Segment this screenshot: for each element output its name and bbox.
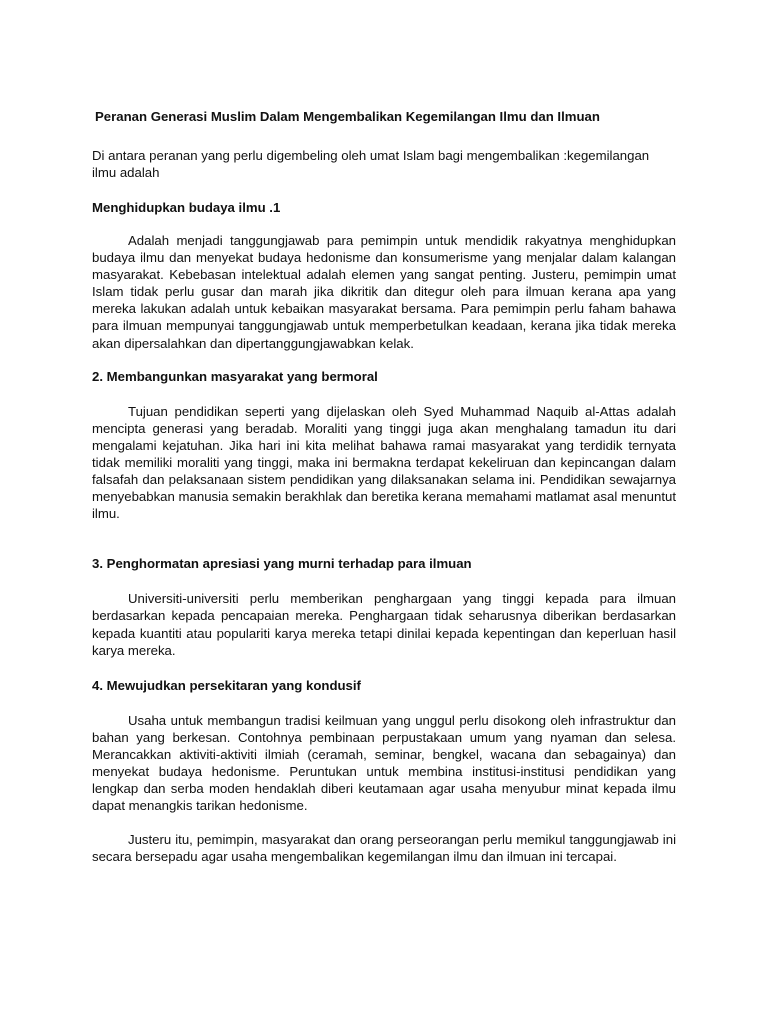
closing-paragraph: Justeru itu, pemimpin, masyarakat dan orang perseorangan perlu memikul tanggungjawab ini secara bersepadu agar usaha mengembalikan kegemilangan ilmu dan ilmuan ini tercapai. [92, 832, 676, 865]
document-title: Peranan Generasi Muslim Dalam Mengembalikan Kegemilangan Ilmu dan Ilmuan [95, 109, 600, 124]
section-4-paragraph: Usaha untuk membangun tradisi keilmuan yang unggul perlu disokong oleh infrastruktur dan bahan yang berkesan. Contohnya pembinaan perpustakaan umum yang nyaman dan selesa. Merancakkan aktiviti-aktiviti ilmiah (ceramah, seminar, bengkel, wacana dan sebagainya) dan menyekat budaya hedonisme. Peruntukan untuk membina institusi-institusi pendidikan yang lengkap dan serba moden hendaklah diberi keutamaan agar usaha menyubur minat kepada ilmu dapat menangkis tarikan hedonisme. [92, 712, 676, 814]
section-2-paragraph: Tujuan pendidikan seperti yang dijelaskan oleh Syed Muhammad Naquib al-Attas adalah mencipta generasi yang beradab. Moraliti yang tinggi juga akan menghalang tamadun itu dari mengalami kejatuhan. Jika hari ini kita melihat bahawa ramai masyarakat yang terdidik ternyata tidak memiliki moraliti yang tinggi, maka ini bermakna terdapat kekeliruan dan kepincangan dalam falsafah dan pelaksanaan sistem pendidikan yang dilaksanakan selama ini. Pendidikan sewajarnya menyebabkan manusia semakin berakhlak dan beretika kerana memahami matlamat asal menuntut ilmu. [92, 403, 676, 522]
section-3-heading: 3. Penghormatan apresiasi yang murni terhadap para ilmuan [92, 556, 472, 572]
section-1-paragraph: Adalah menjadi tanggungjawab para pemimpin untuk mendidik rakyatnya menghidupkan budaya ilmu dan menyekat budaya hedonisme dan konsumerisme yang menjalar dalam kalangan masyarakat. Kebebasan intelektual adalah elemen yang sangat penting. Justeru, pemimpin umat Islam tidak perlu gusar dan marah jika dikritik dan ditegur oleh para ilmuan kerana apa yang mereka lakukan adalah untuk kebaikan masyarakat bersama. Para pemimpin perlu faham bahawa para ilmuan mempunyai tanggungjawab untuk memperbetulkan keadaan, kerana jika tidak mereka akan dipersalahkan dan dipertanggungjawabkan kelak. [92, 233, 676, 351]
section-3-paragraph: Universiti-universiti perlu memberikan penghargaan yang tinggi kepada para ilmuan berdasarkan kepada pencapaian mereka. Penghargaan tidak seharusnya diberikan berdasarkan kepada kuantiti atau populariti karya mereka tetapi dinilai kepada kepentingan dan keperluan hasil karya mereka. [92, 591, 676, 658]
section-1-heading: Menghidupkan budaya ilmu .1 [92, 200, 281, 215]
intro-paragraph: Di antara peranan yang perlu digembeling oleh umat Islam bagi mengembalikan :kegemilangan ilmu adalah [92, 148, 650, 180]
section-2-heading: 2. Membangunkan masyarakat yang bermoral [92, 368, 378, 384]
document-page [92, 108, 676, 865]
section-4-heading: 4. Mewujudkan persekitaran yang kondusif [92, 677, 361, 693]
